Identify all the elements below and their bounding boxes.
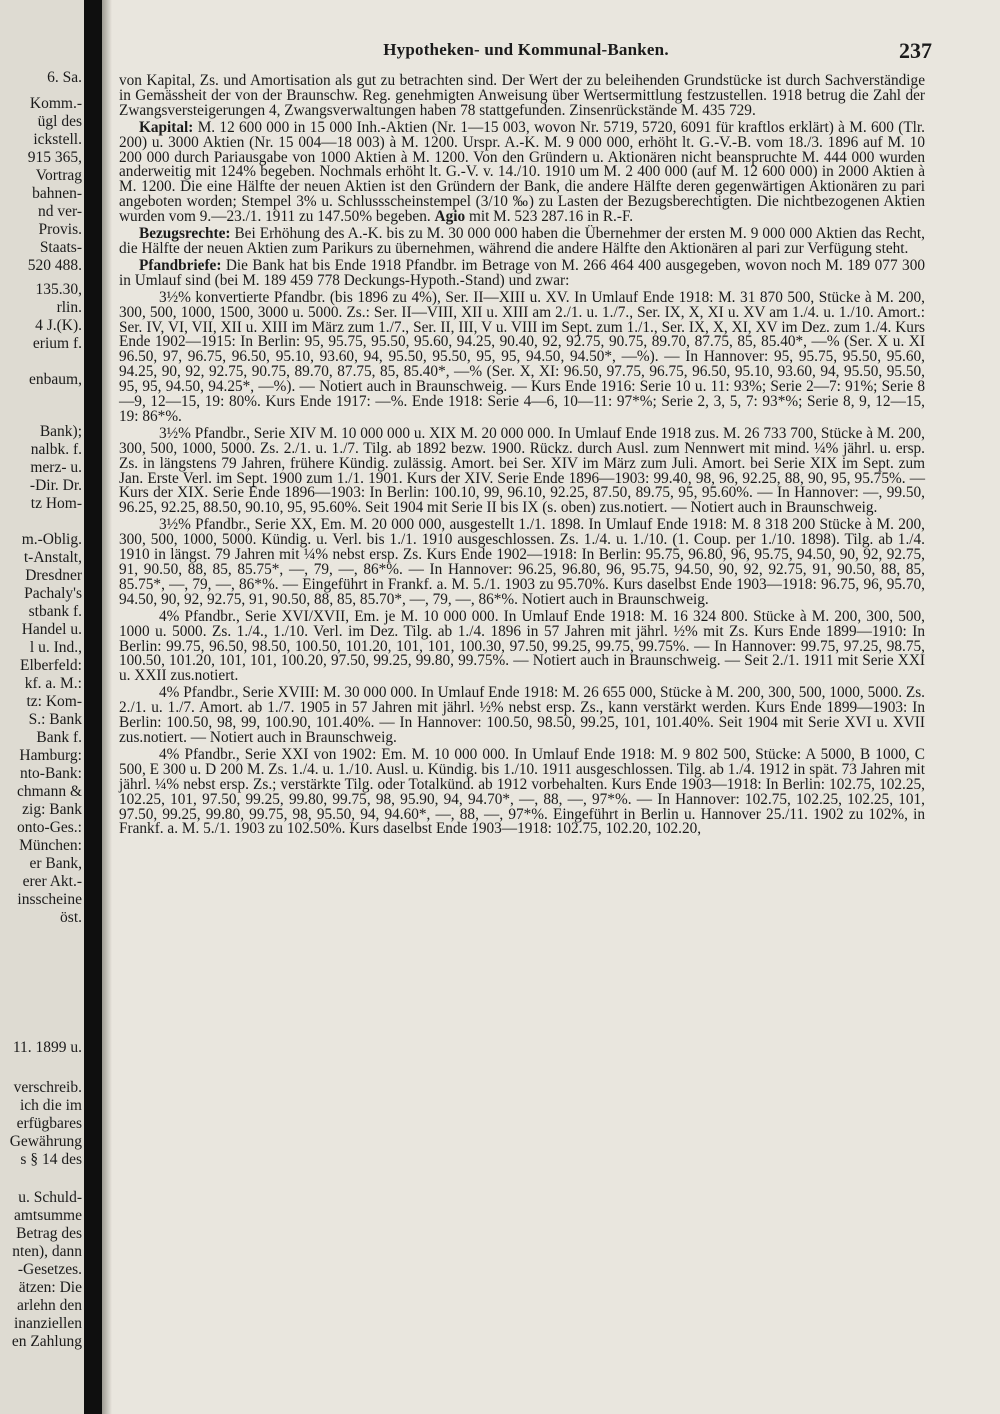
adjacent-page-line: Gewährung: [9, 1133, 82, 1150]
kapital-text: M. 12 600 000 in 15 000 Inh.-Aktien (Nr. 1—15 003, wovon Nr. 5719, 5720, 6091 für kraftlos erklärt) à M. 600 (Tlr. 200) u. 3000 Aktien (Nr. 15 004—18 003) à M. 1200. Urspr. A.-K. M. 9 000 000, erhöht lt. G.-V.-B. vom 18./3. 1896 auf M. 10 200 000 durch Pariausgabe von 1000 Aktien à M. 1200. Von den Gründern u. Aktionären nicht beanspruchte M. 444 000 wurden anderweitig mit 124% begeben. Nochmals erhöht lt. G.-V. v. 14./10. 1910 um M. 2 400 000 (auf M. 12 600 000) in 2000 Aktien à M. 1200. Die eine Hälfte der neuen Aktien ist den Gründern der Bank, die andere Hälfte deren gegenwärtigen Aktionären zu pari angeboten worden; Stempel 3% u. Schlussscheinstempel (3/10 ‰) zu Lasten der Bezugsberechtigten. Die nichtbezogenen Aktien wurden vom 9.—23./1. 1911 zu 147.50% begeben.: [119, 118, 925, 226]
adjacent-page-line: ickstell.: [33, 131, 82, 148]
adjacent-page-line: -Dir. Dr.: [29, 477, 82, 494]
adjacent-page-line: en Zahlung: [11, 1333, 82, 1350]
adjacent-page-line: 520 488.: [27, 257, 82, 274]
adjacent-page-line: Betrag des: [16, 1225, 82, 1242]
adjacent-page-line: nalbk. f.: [30, 441, 82, 458]
pfandbrief-series-paragraph: 4% Pfandbr., Serie XVI/XVII, Em. je M. 10 000 000. In Umlauf Ende 1918: M. 16 324 800. Stücke à M. 200, 300, 500, 1000 u. 5000. Zs. 1./4., 1./10. Verl. im Dez. Tilg. ab 1./4. 1896 in 57 Jahren mit jährl. ½% mit Zs. Kurs Ende 1899—1910: In Berlin: 99.75, 96.50, 98.50, 100.50, 101.20, 101, 101, 100.30, 97.50, 99.25, 99.75, 99.75%. — In Hannover: 99.75, 97.25, 98.75, 100.50, 101.20, 101, 101, 100.20, 97.50, 99.25, 99.80, 99.75%. — Notiert auch in Braunschweig. — Seit 2./1. 1911 mit Serie XXI u. XXII zus.notiert.: [119, 607, 925, 685]
adjacent-page-line: 4 J.(K).: [35, 317, 82, 334]
adjacent-page-line: öst.: [60, 909, 82, 926]
adjacent-page-line: nd ver-: [37, 203, 82, 220]
adjacent-page-line: nten), dann: [12, 1243, 82, 1260]
bezugsrechte-heading: Bezugsrechte:: [139, 225, 231, 243]
adjacent-page-line: merz- u.: [30, 459, 82, 476]
adjacent-page-line: t-Anstalt,: [23, 549, 82, 566]
book-gutter: [84, 0, 102, 1414]
adjacent-page-line: Vortrag: [35, 167, 82, 184]
adjacent-page-line: stbank f.: [28, 603, 82, 620]
agio-text: mit M. 523 287.16 in R.-F.: [465, 208, 634, 226]
adjacent-page-line: tz: Kom-: [26, 693, 82, 710]
adjacent-page-line: 11. 1899 u.: [12, 1039, 82, 1056]
adjacent-page-line: 6. Sa.: [47, 69, 82, 86]
adjacent-page-line: chmann &: [17, 783, 82, 800]
adjacent-page-line: München:: [19, 837, 82, 854]
adjacent-page-line: er Bank,: [29, 855, 82, 872]
adjacent-page-line: erium f.: [32, 335, 82, 352]
adjacent-page-line: ich die im: [20, 1097, 82, 1114]
bezugsrechte-paragraph: [119, 227, 925, 257]
kapital-heading: Kapital:: [139, 118, 194, 136]
adjacent-page-line: S.: Bank: [28, 711, 82, 728]
adjacent-page-line: Bank);: [39, 423, 82, 440]
adjacent-page-fragment: [0, 0, 84, 1414]
pfandbriefe-paragraph: [119, 256, 925, 289]
adjacent-page-line: arlehn den: [17, 1297, 82, 1314]
adjacent-page-line: Pachaly's: [24, 585, 82, 602]
adjacent-page-line: kf. a. M.:: [24, 675, 82, 692]
adjacent-page-line: tz Hom-: [30, 495, 82, 512]
pfandbrief-series-paragraph: 3½% konvertierte Pfandbr. (bis 1896 zu 4%), Ser. II—XIII u. XV. In Umlauf Ende 1918: M. 31 870 500, Stücke à M. 200, 300, 500, 1000, 1500, 3000 u. 5000. Zs.: Ser. II—VIII, XII u. XIII am 2./1. u. 1./7., Ser. IX, X, XI u. XV am 1./4. u. 1./10. Amort.: Ser. IV, VI, VII, XII u. XIII im März zum 1./7., Ser. II, III, V u. VIII im Sept. zum 1./1., Ser. IX, X, XI, XV im Dez. zum 1./4. Kurs Ende 1902—1915: In Berlin: 95, 95.75, 95.50, 95.60, 94.25, 90.40, 92, 92.75, 90.75, 89.70, 87.75, 85, 85.40*, —% (Ser. X u. XI 96.50, 97, 96.75, 96.50, 95.10, 93.60, 94, 95.50, 95.50, 95, 95, 94.50, 94.50*, —%). — In Hannover: 95, 95.75, 95.50, 95.60, 94.25, 90, 92, 92.75, 90.75, 89.70, 87.75, 85, 85.40*, —% (Ser. X, XI: 96.50, 97.75, 96.75, 96.50, 95.10, 93.60, 94, 95.50, 95.50, 95, 95, 94.50, 94.25*, —%). — Notiert auch in Braunschweig. — Kurs Ende 1916: Serie 10 u. 11: 93%; Serie 2—7: 91%; Serie 8—9, 12—15, 19: 80%. Kurs Ende 1917: —%. Ende 1918: Serie 4—6, 10—11: 97*%; Serie 2, 3, 5, 7: 93*%; Serie 8, 9, 12—15, 19: 86*%.: [119, 288, 925, 425]
adjacent-page-line: erfügbares: [16, 1115, 82, 1132]
adjacent-page-line: insscheine: [17, 891, 82, 908]
adjacent-page-line: onto-Ges.:: [16, 819, 82, 836]
page-number: 237: [899, 38, 932, 63]
adjacent-page-line: Komm.-: [29, 95, 82, 112]
adjacent-page-line: Handel u.: [21, 621, 82, 638]
pfandbrief-series-paragraph: 3½% Pfandbr., Serie XX, Em. M. 20 000 000, ausgestellt 1./1. 1898. In Umlauf Ende 1918: M. 8 318 200 Stücke à M. 200, 300, 500, 1000, 5000. Kündig. u. Verl. bis 1./1. 1910 ausgeschlossen. Zs. 1./4. u. 1./10. (1. Coup. per 1./10. 1898). Tilg. ab 1./4. 1910 in längst. 79 Jahren mit ¼% nebst ersp. Zs. Kurs Ende 1902—1918: In Berlin: 95.75, 96.80, 96, 95.75, 94.50, 90, 92, 92.75, 91, 90.50, 88, 85, 85.75*, —, 79, —, 86*%. — In Hannover: 96.25, 96.80, 96, 95.75, 94.50, 90, 92, 92.75, 91, 90.50, 88, 85, 85.75*, —, 79, —, 86*%. — Eingeführt in Frankf. a. M. 5./1. 1903 zu 95.70%. Kurs daselbst Ende 1903—1918: 96.75, 96, 95.70, 94.50, 90, 92, 92.75, 91, 90.50, 88, 85, 85.70*, —, 79, —, 86*%. Notiert auch in Braunschweig.: [119, 516, 925, 608]
adjacent-page-line: m.-Oblig.: [21, 531, 82, 548]
pfandbrief-series-paragraph: 4% Pfandbr., Serie XXI von 1902: Em. M. 10 000 000. In Umlauf Ende 1918: M. 9 802 500, Stücke: A 5000, B 1000, C 500, E 300 u. D 200 M. Zs. 1./4. u. 1./10. Ausl. u. Kündig. bis 1./10. 1911 ausgeschlossen. Tilg. ab 1./4. 1912 in spät. 73 Jahren mit jährl. ¼% nebst ersp. Zs.; verstärkte Tilg. oder Totalkünd. ab 1912 vorbehalten. Kurs Ende 1903—1918: In Berlin: 102.75, 102.25, 102.25, 101, 97.50, 99.25, 99.80, 99.75, 98, 95.90, 94, 94.70*, —, 88, —, 97*%. — In Hannover: 102.75, 102.25, 102.25, 101, 97.50, 99.25, 99.80, 99.75, 98, 95.50, 94, 94.60*, —, 88, —, 97*%. Eingeführt in Berlin u. Hannover 25./11. 1902 zu 102%, in Frankf. a. M. 5./1. 1903 zu 102.50%. Kurs daselbst Ende 1903—1918: 102.75, 102.20, 102.20,: [119, 745, 925, 838]
adjacent-page-line: nto-Bank:: [20, 765, 82, 782]
adjacent-page-line: verschreib.: [13, 1079, 82, 1096]
adjacent-page-line: s § 14 des: [20, 1151, 82, 1168]
intro-paragraph: von Kapital, Zs. und Amortisation als gut zu betrachten sind. Der Wert der zu beleihenden Grundstücke ist durch Sachverständige in Gemässheit der von der Braunschw. Reg. genehmigten Anweisung über Wertsermittlung festzustellen. 1918 betrug die Zahl der Zwangsversteigerungen 4, Zwangsverwaltungen haben 78 stattgefunden. Zinsenrückstände M. 435 729.: [119, 72, 925, 119]
pfandbrief-series-paragraph: 3½% Pfandbr., Serie XIV M. 10 000 000 u. XIX M. 20 000 000. In Umlauf Ende 1918 zus. M. 26 733 700, Stücke à M. 200, 300, 500, 1000, 5000. Zs. 2./1. u. 1./7. Tilg. ab 1892 bezw. 1900. Rückz. durch Ausl. zum Nennwert mit mind. ¼% jährl. u. ersp. Zs. in längstens 79 Jahren, frühere Kündig. zulässig. Amort. bei Ser. XIV im März zum Juli. Amort. bei Serie XIX im Sept. zum Jan. Erste Verl. im Sept. 1900 zum 1./1. 1901. Kurs der XIV. Serie Ende 1896—1903: 99.40, 98, 96, 92.25, 88, 90, 95, 95.75%. — Kurs der XIX. Serie Ende 1896—1903: In Berlin: 100.10, 99, 96.10, 92.25, 87.50, 89.75, 95, 95.60%. — In Hannover: —, 99.50, 96.25, 92.25, 88.50, 90.10, 95, 95.60%. Seit 1904 mit Serie II bis IX (s. oben) zus.notiert. — Notiert auch in Braunschweig.: [119, 424, 925, 517]
page-header: [120, 38, 932, 64]
adjacent-page-line: inanziellen: [14, 1315, 82, 1332]
adjacent-page-line: enbaum,: [29, 371, 82, 388]
adjacent-page-line: Staats-: [39, 239, 82, 256]
adjacent-page-line: 135.30,: [35, 281, 82, 298]
gutter-shadow: [102, 0, 112, 1414]
adjacent-page-line: amtsumme: [13, 1207, 82, 1224]
pfandbriefe-text: Die Bank hat bis Ende 1918 Pfandbr. im Betrage von M. 266 464 400 ausgegeben, wovon noch M. 189 077 300 in Umlauf sind (bei M. 189 459 778 Deckungs-Hypoth.-Stand) und zwar:: [119, 256, 925, 289]
adjacent-page-line: Provis.: [38, 221, 82, 238]
running-title: Hypotheken- und Kommunal-Banken.: [383, 40, 669, 59]
adjacent-page-line: Hamburg:: [19, 747, 82, 764]
pfandbriefe-heading: Pfandbriefe:: [139, 256, 222, 274]
agio-heading: Agio: [434, 208, 466, 226]
pfandbrief-series-paragraph: 4% Pfandbr., Serie XVIII: M. 30 000 000. In Umlauf Ende 1918: M. 26 655 000, Stücke à M. 200, 300, 500, 1000, 5000. Zs. 2./1. u. 1./7. Amort. ab 1./7. 1905 in 57 Jahren mit jährl. ½% nebst ersp. Zs., kann verstärkt werden. Kurs Ende 1899—1903: In Berlin: 100.50, 98, 99, 100.90, 101.40%. — In Hannover: 100.50, 98.50, 99.25, 101, 101.40%. Seit 1904 mit Serie XVI u. XVII zus.notiert. — Notiert auch in Braunschweig.: [119, 684, 925, 746]
main-text: [119, 74, 925, 837]
adjacent-page-line: ätzen: Die: [18, 1279, 82, 1296]
adjacent-page-line: erer Akt.-: [22, 873, 82, 890]
adjacent-page-line: -Gesetzes.: [17, 1261, 82, 1278]
adjacent-page-line: Elberfeld:: [20, 657, 82, 674]
kapital-paragraph: [119, 118, 925, 226]
bezugsrechte-text: Bei Erhöhung des A.-K. bis zu M. 30 000 000 haben die Übernehmer der ersten M. 9 000 000 Aktien das Recht, die Hälfte der neuen Aktien zum Parikurs zu übernehmen, während die andere Hälfte den Aktionären al pari zur Verfügung steht.: [119, 225, 925, 257]
adjacent-page-line: rlin.: [56, 299, 82, 316]
adjacent-page-line: u. Schuld-: [18, 1189, 82, 1206]
adjacent-page-line: Bank f.: [36, 729, 82, 746]
adjacent-page-line: Dresdner: [25, 567, 82, 584]
adjacent-page-line: bahnen-: [32, 185, 82, 202]
adjacent-page-line: l u. Ind.,: [29, 639, 82, 656]
adjacent-page-line: ügl des: [37, 113, 82, 130]
adjacent-page-line: 915 365,: [27, 149, 82, 166]
adjacent-page-line: zig: Bank: [22, 801, 82, 818]
